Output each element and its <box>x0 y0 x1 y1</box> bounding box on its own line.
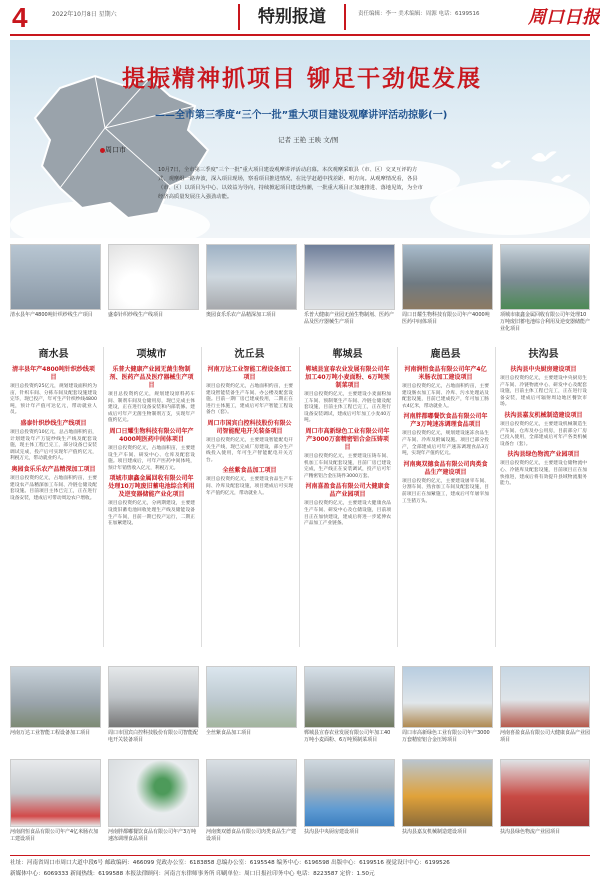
project-text: 项目总投资约10亿元，总占地面积约亩，计划建设年产万锭纱线生产线及配套设施，现主体工程已完工，部分设备已安装调试完成，投产后可实现年产值约亿元，利税万元，带动就业约人。 <box>10 429 97 462</box>
project-subheading: 周口市国宾白控科技股份有限公司智能配电开关装备项目 <box>207 419 292 435</box>
editor-info: 责任编辑：李一 美术编辑：周源 电话：6199516 <box>358 11 480 17</box>
column-divider <box>201 347 202 647</box>
project-text: 项目总投资约亿元，占地面积约亩，主要建设农产品精深加工车间、冷链仓储及配套设施。目前项目主体已完工，正在进行设备安装，建成后可带动周边农户增收。 <box>10 475 97 501</box>
dove-icon <box>490 158 512 172</box>
cloud-decoration <box>430 180 590 235</box>
photo <box>108 759 199 827</box>
photo-caption: 河南万达工业智能工程设备加工项目 <box>10 730 91 736</box>
photo <box>500 759 590 827</box>
intro-text: 10月7日，全市第三季度“三个一批”重大项目建设观摩讲评活动启幕。本次观摩采取县（市、区）交叉互评的方式，观摩组一路奔波，深入项目现场，察看项目推进情况，在比学赶超中找差距、明方向。从观摩情况看，各县（市、区）以项目为中心、以效益为导向，持续掀起项目建设热潮，一批重大项目正加速推进、落地见效，为全市经济高质量发展注入强劲动能。 <box>158 167 423 200</box>
photo <box>500 244 590 310</box>
banner <box>10 40 590 238</box>
column-divider <box>495 347 496 647</box>
footer-contact: 新媒体中心：6069333 新闻热线：6199588 本报法律顾问：河南言东律师事务所 印刷单位：周口日报社印务中心 电话：8223587 定价：1.50元 <box>10 871 375 877</box>
photo <box>402 759 493 827</box>
county-title: 扶沟县 <box>528 349 559 360</box>
project-text: 项目总投资约亿元，规划建设原料药车间、制剂车间及仓储用房，现已完成主体建设，正在进行设备安装和内部装修。建成后可年产无菌生物制剂万支，实现年产值约亿元。 <box>108 392 195 424</box>
page-number: 4 <box>12 2 28 33</box>
project-text: 项目总投资约亿元，占地面积亩，主要建设生产车间、研发中心、仓库及配套设施。项目建成后，可年产医药中间体吨，预计年销售收入亿元，利税万元。 <box>108 445 195 471</box>
project-subheading: 郸城县宣春农业发展有限公司年加工40万吨小麦面粉、6万吨预制菜项目 <box>305 366 390 389</box>
top-photo-row <box>10 244 590 340</box>
headline: 提振精神抓项目 铆足干劲促发展 <box>122 65 483 92</box>
project-subheading: 河南奥双德食品有限公司肉类食品生产建设项目 <box>403 460 488 476</box>
photo-caption: 河南喜盈食品有限公司大健康食品产业园项目 <box>500 730 591 743</box>
county-title: 项城市 <box>136 349 167 360</box>
photo-caption: 全丝紫食品加工项目 <box>206 730 252 736</box>
county-title: 沈丘县 <box>234 349 265 360</box>
section-title: 特别报道 <box>238 4 346 30</box>
project-text: 项目总投资约亿元，主要建设屠宰车间、分割车间、熟食加工车间及配套设施，目前项目正在加紧施工，建成后可年屠宰加工生猪万头。 <box>402 478 489 504</box>
photo <box>206 666 297 728</box>
photo-caption: 扶沟县中央厨房建设项目 <box>304 829 360 835</box>
project-subheading: 乐普大健康产业园无菌生物制剂、医药产品及医疗器械生产项目 <box>109 366 194 389</box>
county-column <box>10 347 97 652</box>
subheadline: ——全市第三季度“三个一批”重大项目建设观摩讲评活动掠影(一) <box>155 110 448 121</box>
project-subheading: 河南喜盈食品有限公司大健康食品产业园项目 <box>305 483 390 499</box>
dove-icon <box>550 172 572 186</box>
photo <box>206 759 297 827</box>
photo-caption: 河南奥双德食品有限公司肉类食品生产建设项目 <box>206 829 297 842</box>
project-subheading: 奥园食乐乐农产品精深加工项目 <box>11 465 96 473</box>
county-column <box>108 347 195 652</box>
photo-caption: 扶沟县嘉友机械制造建设项目 <box>402 829 468 835</box>
project-text: 项目总投资约亿元，主要建设食品生产车间、冷库及配套设施，项目建成后可实现年产值约亿元，带动就业人。 <box>206 477 293 496</box>
photo-caption: 郸城县宣春农业发展有限公司年加工40万吨小麦面粉、6万吨预制菜项目 <box>304 730 391 743</box>
project-text: 项目总投资约亿元，占地面积约亩，主要建设智能装备生产车间、办公楼及配套设施。目前一期厂房已建成投用，二期正在进行主体施工，建成后可年产智能工程设备台（套）。 <box>206 384 293 416</box>
photo-caption: 清水县年产4800吨针织纱线生产项目 <box>10 312 93 318</box>
photo-caption: 河南胖都嘟餐饮食品有限公司年产3万吨速冻调理食品项目 <box>108 829 197 842</box>
photo-caption: 盛泰针织纱线生产线项目 <box>108 312 164 318</box>
project-subheading: 全丝紫食品加工项目 <box>222 467 277 475</box>
project-text: 项目总投资约亿元，主要建设机械制造生产车间、仓库及办公用房，目前部分厂房已投入使用，全部建成后可年产各类机械设备台（套）。 <box>500 421 587 447</box>
masthead-date: 2022年10月8日 星期六 <box>52 11 117 18</box>
photo <box>10 244 101 310</box>
project-text: 项目总投资约亿元，分两期建设，主要建设废旧蓄电池回收处理生产线及储能设备生产车间，目前一期已投产运行，二期正在加紧建设。 <box>108 501 195 527</box>
photo-caption: 周口日耀生物科技有限公司年产4000吨医药中间体项目 <box>402 312 490 325</box>
photo <box>402 244 493 310</box>
photo-caption: 乐普大健康产业园无菌生物制剂、医药产品及医疗器械生产项目 <box>304 312 395 325</box>
project-text: 项目总投资约亿元，主要建设大健康食品生产车间、研发中心及仓储设施，目前项目正在加快建设，建成后将进一步延伸农产品加工产业链条。 <box>304 501 391 527</box>
photo <box>500 666 590 728</box>
project-subheading: 盛泰针织纱线生产线项目 <box>20 419 87 427</box>
project-text: 项目总投资约亿元，占地面积约亩，主要建设肠衣加工车间、冷库、污水处理站及配套设施，目前已建成投产，年可加工肠衣4亿米，带动就业人。 <box>402 384 489 409</box>
project-subheading: 扶沟县中央厨房建设项目 <box>510 366 577 373</box>
project-subheading: 清丰县年产4800吨针织纱线项目 <box>12 366 95 381</box>
county-title: 鹿邑县 <box>430 349 461 360</box>
footer-rule <box>10 855 590 856</box>
photo <box>10 666 101 728</box>
project-subheading: 河南万达工业智能工程设备加工项目 <box>207 366 292 381</box>
photo <box>304 759 395 827</box>
project-subheading: 周口市高新绿色工业有限公司年产3000万套精密铝合金压铸项目 <box>305 427 390 451</box>
photo-caption: 周口市国宾白控科技股份有限公司智能配电开关装备项目 <box>108 730 199 743</box>
project-subheading: 扶沟县嘉友机械制造建设项目 <box>504 411 583 419</box>
project-text: 项目总投资约亿元，规划建设速冻食品生产车间、冷库及附属设施。项目已部分投产，全部建成后可年产速冻调理食品3万吨，实现年产值约亿元。 <box>402 431 489 457</box>
photo <box>304 666 395 728</box>
county-column <box>500 347 587 652</box>
photo <box>108 244 199 310</box>
project-text: 项目总投资约亿元，主要建设中央厨房生产车间、冷链物流中心、研发中心及配套设施，目前主体工程已完工，正在进行设备安装，建成后可辐射周边地区餐饮市场。 <box>500 376 587 408</box>
city-label: 周口市 <box>105 146 126 154</box>
column-divider <box>299 347 300 647</box>
county-column <box>206 347 293 652</box>
paper-logo: 周口日报 <box>528 7 600 28</box>
project-subheading: 扶沟县绿色物流产业园项目 <box>507 451 580 459</box>
project-text: 项目总投资约亿元，主要建设压铸车间、机加工车间及配套设施，目前厂房已建设完成，生产线正在安装调试，投产后可年产精密铝合金压铸件3000万套。 <box>304 453 391 479</box>
photo <box>108 666 199 728</box>
project-subheading: 项城市康鑫金属回收有限公司年处理10万吨废旧蓄电池综合利用及逆变器储能产业化项目 <box>108 475 195 499</box>
project-text: 项目总投资约亿元，主要建设小麦面粉加工车间、预制菜生产车间、冷链仓储及配套设施，目前主体工程已完工，正在进行设备安装调试，建成后可年加工小麦40万吨。 <box>304 392 391 424</box>
photo-caption: 奥园食乐乐农产品精深加工项目 <box>206 312 277 318</box>
photo <box>402 666 493 728</box>
dove-icon <box>530 148 558 166</box>
photo <box>304 244 395 310</box>
project-subheading: 河南润恒食品有限公司年产4亿米肠衣加工建设项目 <box>404 366 487 381</box>
county-column <box>402 347 489 652</box>
project-subheading: 河南胖都嘟餐饮食品有限公司年产3万吨速冻调理食品项目 <box>403 413 488 429</box>
county-title: 郸城县 <box>332 349 363 360</box>
project-subheading: 周口日耀生物科技有限公司年产4000吨医药中间体项目 <box>109 427 194 443</box>
photo <box>10 759 101 827</box>
project-text: 项目总投资约亿元，主要建设仓储物流中心、冷链库及配套设施，目前项目正在加快推进，建成后将有效提升县域物流服务能力。 <box>500 461 587 487</box>
column-divider <box>103 347 104 647</box>
project-text: 项目总投资约25亿元，规划建设面积约为亩，针织车间、分拣车间及配套设施建设完毕，现已投产，年可生产针织纱线4800吨，预计年产值可达亿元，带动就业人员。 <box>10 384 97 416</box>
photo <box>206 244 297 310</box>
photo-caption: 周口市高新绿色工业有限公司年产3000万套精密铝合金压铸项目 <box>402 730 490 743</box>
project-text: 项目总投资约亿元，主要建设智能配电开关生产线，现已完成厂房建设，部分生产线投入使用，年可生产智能配电开关万台。 <box>206 437 293 463</box>
masthead-rule <box>10 34 590 36</box>
photo-caption: 河南润恒食品有限公司年产4亿米肠衣加工建设项目 <box>10 829 99 842</box>
photo-caption: 扶沟县绿色物流产业园项目 <box>500 829 561 835</box>
bottom-photo-row <box>10 759 590 851</box>
county-title: 商水县 <box>38 349 69 360</box>
county-column <box>304 347 391 652</box>
column-divider <box>397 347 398 647</box>
photo-caption: 项城市康鑫金属回收有限公司年处理10万吨废旧蓄电池综合利用及逆变器储能产业化项目 <box>500 312 591 332</box>
mid-photo-row <box>10 666 590 752</box>
byline: 记者 王艳 王映 文/图 <box>278 136 339 144</box>
footer-address: 社址：河南省周口市周口大道中段6号 邮政编码：466099 党政办公室：6183858 总编办公室：6195548 编务中心：6196598 出版中心：6199516 视觉设计中心：6199526 <box>10 860 450 866</box>
masthead <box>0 0 600 36</box>
